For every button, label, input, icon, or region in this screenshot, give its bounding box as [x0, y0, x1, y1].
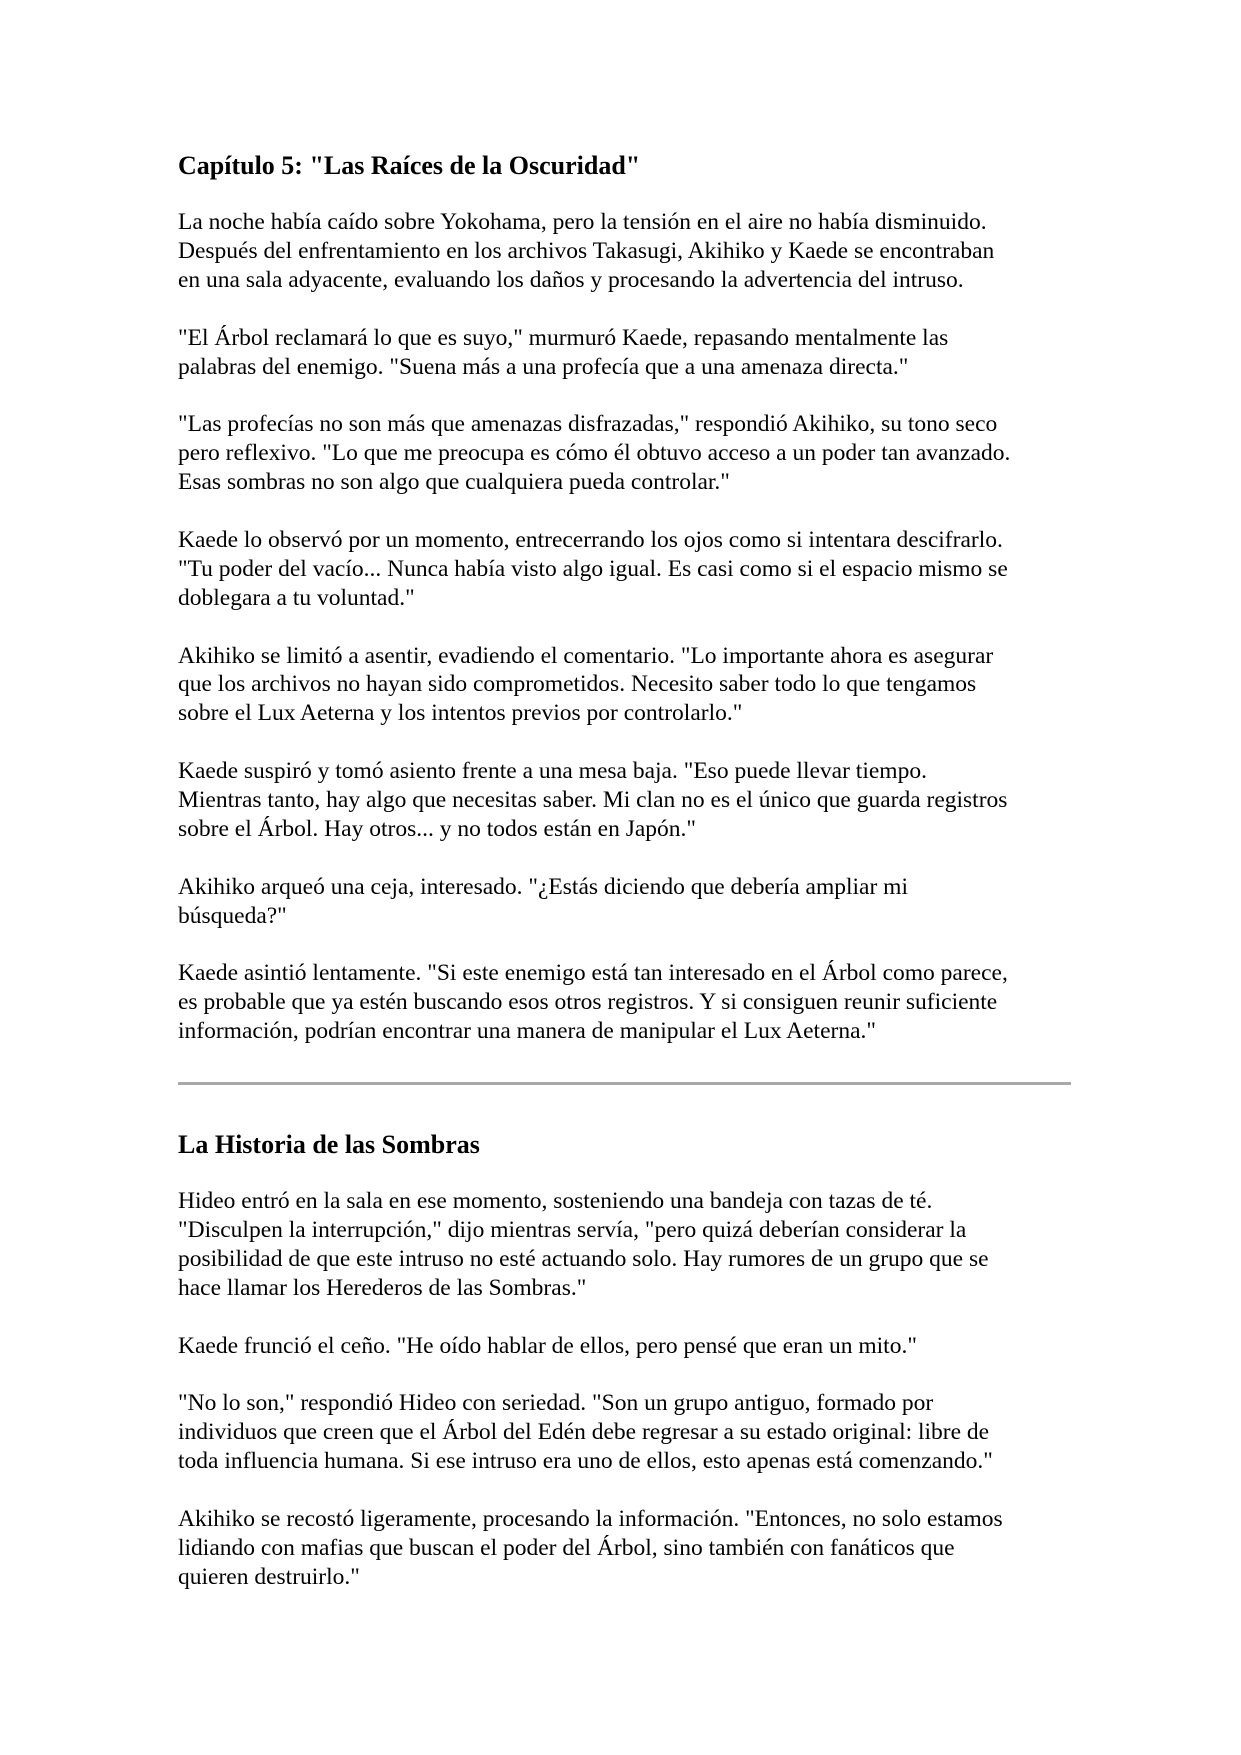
section-divider: [178, 1082, 1071, 1085]
paragraph: Akihiko arqueó una ceja, interesado. "¿Estás diciendo que debería ampliar mi búsqueda?": [178, 873, 908, 929]
document-page: [178, 150, 1078, 1621]
paragraph: Akihiko se limitó a asentir, evadiendo el comentario. "Lo importante ahora es asegurar que los archivos no hayan sido comprometidos. Necesito saber todo lo que tengamos sobre el Lux Aeterna y los intentos previos por controlarlo.": [178, 642, 994, 727]
paragraph: Akihiko se recostó ligeramente, procesando la información. "Entonces, no solo estamos lidiando con mafias que buscan el poder del Árbol, sino también con fanáticos que quieren destruirlo.": [178, 1506, 1003, 1590]
paragraph: Kaede asintió lentamente. "Si este enemigo está tan interesado en el Árbol como parece, es probable que ya estén buscando esos otros registros. Y si consiguen reunir suficiente información, podrían encontrar una manera de manipular el Lux Aeterna.": [178, 960, 1008, 1045]
paragraph: La noche había caído sobre Yokohama, pero la tensión en el aire no había disminuido. Después del enfrentamiento en los archivos Takasugi, Akihiko y Kaede se encontraban en una sala adyacente, evaluando los daños y procesando la advertencia del intruso.: [178, 209, 995, 293]
chapter-title: Capítulo 5: "Las Raíces de la Oscuridad": [178, 151, 641, 180]
section-title: La Historia de las Sombras: [178, 1130, 480, 1160]
paragraph: Kaede frunció el ceño. "He oído hablar de ellos, pero pensé que eran un mito.": [178, 1332, 917, 1359]
paragraph: Kaede suspiró y tomó asiento frente a una mesa baja. "Eso puede llevar tiempo. Mientras tanto, hay algo que necesitas saber. Mi clan no es el único que guarda registros sobre el Árbol. Hay otros... y no todos están en Japón.": [178, 758, 1008, 842]
paragraph: "El Árbol reclamará lo que es suyo," murmuró Kaede, repasando mentalmente las palabras del enemigo. "Suena más a una profecía que a una amenaza directa.": [178, 324, 949, 380]
paragraph: "Las profecías no son más que amenazas disfrazadas," respondió Akihiko, su tono seco pero reflexivo. "Lo que me preocupa es cómo él obtuvo acceso a un poder tan avanzado. Esas sombras no son algo que cualquiera pueda controlar.": [178, 411, 1011, 496]
paragraph: "No lo son," respondió Hideo con seriedad. "Son un grupo antiguo, formado por individuos que creen que el Árbol del Edén debe regresar a su estado original: libre de toda influencia humana. Si ese intruso era uno de ellos, esto apenas está comenzando.": [178, 1390, 993, 1475]
paragraph: Kaede lo observó por un momento, entrecerrando los ojos como si intentara descifrarlo. "Tu poder del vacío... Nunca había visto algo igual. Es casi como si el espacio mismo se doblegara a tu voluntad.": [178, 526, 1008, 611]
paragraph: Hideo entró en la sala en ese momento, sosteniendo una bandeja con tazas de té. "Disculpen la interrupción," dijo mientras servía, "pero quizá deberían considerar la posibilidad de que este intruso no esté actuando solo. Hay rumores de un grupo que se hace llamar los Herederos de las Sombras.": [178, 1188, 989, 1301]
